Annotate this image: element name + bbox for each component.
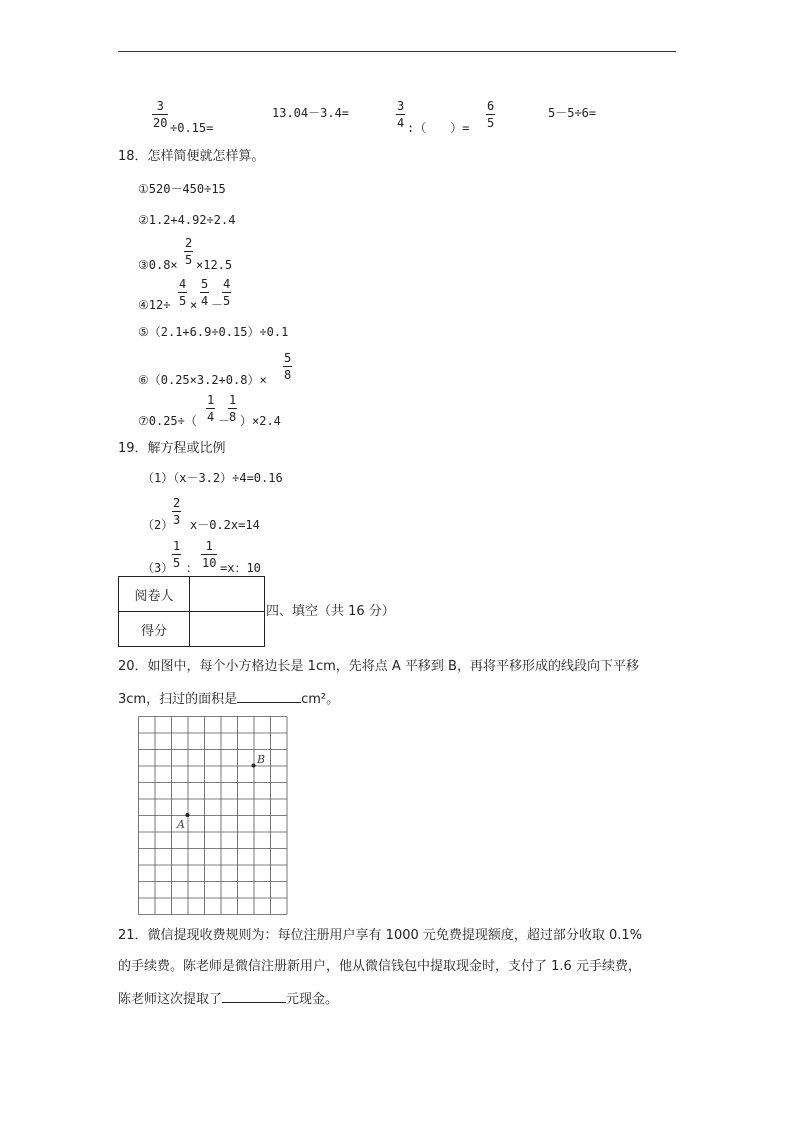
q18-e7-b: ）×2.4 xyxy=(240,414,281,428)
q18-e5: ⑤（2.1+6.9÷0.15）÷0.1 xyxy=(138,325,289,339)
q18-e7-a: ⑦0.25÷（ xyxy=(138,414,197,428)
q18-e7-fraction-2: $\frac{1}{8}$ xyxy=(229,393,237,424)
reviewer-cell xyxy=(190,577,265,612)
q20-grid-figure xyxy=(138,716,288,916)
score-label: 得分 xyxy=(119,612,190,647)
q20-line2: 3cm，扫过的面积是 cm²。 xyxy=(118,692,340,707)
q20-answer-blank xyxy=(237,691,301,703)
header-rule xyxy=(118,51,676,52)
problem-1-tail: ÷0.15= xyxy=(170,121,214,135)
q18-title: 18．怎样简便就怎样算。 xyxy=(118,149,265,164)
fraction-3-4: $\frac{3}{4}$ xyxy=(397,99,405,130)
point-b xyxy=(252,764,256,768)
q19-e3-a: （3） xyxy=(142,561,174,575)
label-b: B xyxy=(257,753,266,766)
q18-e6-a: ⑥（0.25×3.2+0.8）× xyxy=(138,373,267,387)
section-4-heading: 四、填空（共 16 分） xyxy=(266,604,395,619)
q19-e3-fraction-1: $\frac{1}{5}$ xyxy=(173,539,181,570)
q19-e1: （1）（x－3.2）÷4=0.16 xyxy=(142,471,283,485)
q18-e4-fraction-2: $\frac{5}{4}$ xyxy=(201,277,209,308)
q18-e4-minus: － xyxy=(211,298,224,312)
reviewer-label: 阅卷人 xyxy=(119,577,190,612)
q18-e3-b: ×12.5 xyxy=(196,258,233,272)
q19-e3-b: =x：10 xyxy=(220,561,261,575)
q19-e2-b: x－0.2x=14 xyxy=(190,518,260,532)
q21-line1: 21．微信提现收费规则为：每位注册用户享有 1000 元免费提现额度，超过部分收取 0.1% xyxy=(118,928,643,943)
q18-e3-a: ③0.8× xyxy=(138,258,178,272)
point-a xyxy=(186,813,190,817)
q19-e2-a: （2） xyxy=(142,518,174,532)
grid-lines xyxy=(139,717,288,915)
q21-answer-blank xyxy=(222,991,286,1003)
score-cell xyxy=(190,612,265,647)
q19-e3-colon: ： xyxy=(186,561,199,575)
q19-e2-fraction: $\frac{2}{3}$ xyxy=(173,496,181,527)
q18-e7-fraction-1: $\frac{1}{4}$ xyxy=(207,393,215,424)
q19-e3-fraction-2: $\frac{1}{10}$ xyxy=(202,539,217,570)
problem-3-mid: :（ ）= xyxy=(407,121,470,135)
q18-e2: ②1.2+4.92÷2.4 xyxy=(138,213,236,227)
q18-e7-minus: － xyxy=(218,414,231,428)
q19-title: 19．解方程或比例 xyxy=(118,441,226,456)
q21-line2: 的手续费。陈老师是微信注册新用户，他从微信钱包中提取现金时，支付了 1.6 元手续费， xyxy=(118,959,641,974)
q18-e4-fraction-3: $\frac{4}{5}$ xyxy=(223,277,231,308)
q18-e6-fraction: $\frac{5}{8}$ xyxy=(284,351,292,382)
fraction-3-20: $\frac{3}{20}$ xyxy=(153,99,168,130)
problem-2: 13.04－3.4= xyxy=(272,106,350,120)
q18-e4-fraction-1: $\frac{4}{5}$ xyxy=(179,277,187,308)
q18-e4-a: ④12÷ xyxy=(138,298,171,312)
q18-e3-fraction: $\frac{2}{5}$ xyxy=(185,236,193,267)
score-table xyxy=(118,576,265,647)
label-a: A xyxy=(177,818,185,831)
q18-e4-times: × xyxy=(190,298,198,312)
fraction-6-5: $\frac{6}{5}$ xyxy=(487,99,495,130)
q21-line3: 陈老师这次提取了 元现金。 xyxy=(118,992,339,1007)
problem-4: 5－5÷6= xyxy=(548,106,597,120)
q18-e1: ①520－450÷15 xyxy=(138,182,226,196)
q20-line1: 20．如图中，每个小方格边长是 1cm，先将点 A 平移到 B，再将平移形成的线段向下平移 xyxy=(118,659,639,674)
